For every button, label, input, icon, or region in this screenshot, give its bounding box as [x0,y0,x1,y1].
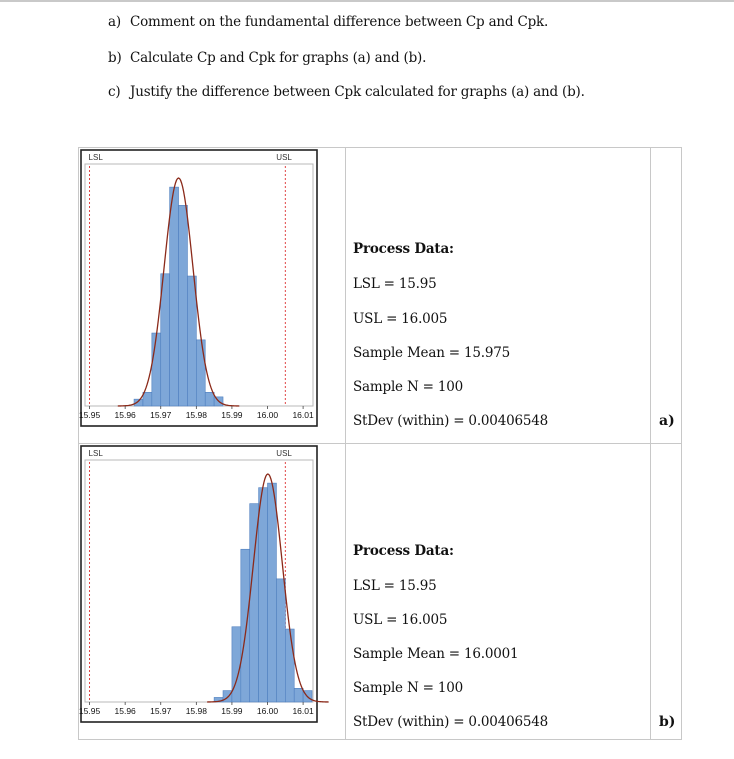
x-tick-label: 15.98 [185,706,207,716]
lsl-value: LSL = 15.95 [353,578,437,594]
x-tick-label: 15.96 [114,410,136,420]
histogram-bar [170,187,179,406]
table-row-b [79,444,682,740]
x-tick-label: 16.01 [292,706,314,716]
sample-n-value: Sample N = 100 [353,379,464,395]
question-label: c) [108,84,121,100]
x-tick-label: 16.00 [256,410,279,420]
top-rule [0,0,734,2]
question-text: Comment on the fundamental difference between Cp and Cpk. [130,14,549,30]
histogram-bar [179,205,188,406]
question-text: Justify the difference between Cpk calculated for graphs (a) and (b). [130,84,585,100]
row-label: b) [659,714,676,730]
histogram-chart-a [79,148,345,443]
usl-value: USL = 16.005 [353,311,448,327]
x-tick-label: 16.01 [292,410,314,420]
x-tick-label: 16.00 [256,706,279,716]
histogram-bar [205,392,214,406]
question-c [108,84,585,100]
sample-mean-value: Sample Mean = 16.0001 [353,646,519,662]
histogram-bar [294,688,303,702]
x-tick-label: 15.99 [221,410,243,420]
capability-table [78,147,682,740]
histogram-bar [223,691,232,702]
histogram-bar [268,483,277,702]
histogram-bar [285,629,294,702]
histogram-bar [161,274,170,406]
lsl-value: LSL = 15.95 [353,276,437,292]
usl-value: USL = 16.005 [353,612,448,628]
row-label-cell-b [651,444,682,740]
x-tick-label: 15.97 [150,410,172,420]
question-b [108,50,426,66]
question-label: a) [108,14,121,30]
x-tick-label: 15.95 [79,410,101,420]
chart-cell-b [79,444,346,740]
x-tick-label: 15.99 [221,706,243,716]
chart-cell-a [79,148,346,444]
table-row-a [79,148,682,444]
stdev-value: StDev (within) = 0.00406548 [353,413,549,429]
x-tick-label: 15.96 [114,706,136,716]
sample-mean-value: Sample Mean = 15.975 [353,345,511,361]
histogram-bar [143,392,152,406]
question-text: Calculate Cp and Cpk for graphs (a) and (b). [130,50,427,66]
histogram-bar [232,627,241,702]
histogram-bar [241,549,250,702]
sample-n-value: Sample N = 100 [353,680,464,696]
histogram-bar [259,488,268,702]
histogram-bar [187,276,196,406]
row-label-cell-a [651,148,682,444]
process-data-cell-b [346,444,651,740]
histogram-chart-b [79,444,345,739]
histogram-bar [276,579,285,702]
lsl-label: LSL [88,449,103,458]
process-data-title: Process Data: [353,241,454,257]
usl-label: USL [276,153,292,162]
usl-label: USL [276,449,292,458]
histogram-bar [196,340,205,406]
row-label: a) [659,413,675,429]
x-tick-label: 15.95 [79,706,101,716]
stdev-value: StDev (within) = 0.00406548 [353,714,549,730]
lsl-label: LSL [88,153,103,162]
x-tick-label: 15.97 [150,706,172,716]
histogram-bar [152,333,161,406]
question-a [108,14,548,30]
process-data-title: Process Data: [353,543,454,559]
question-label: b) [108,50,122,66]
process-data-cell-a [346,148,651,444]
x-tick-label: 15.98 [185,410,207,420]
